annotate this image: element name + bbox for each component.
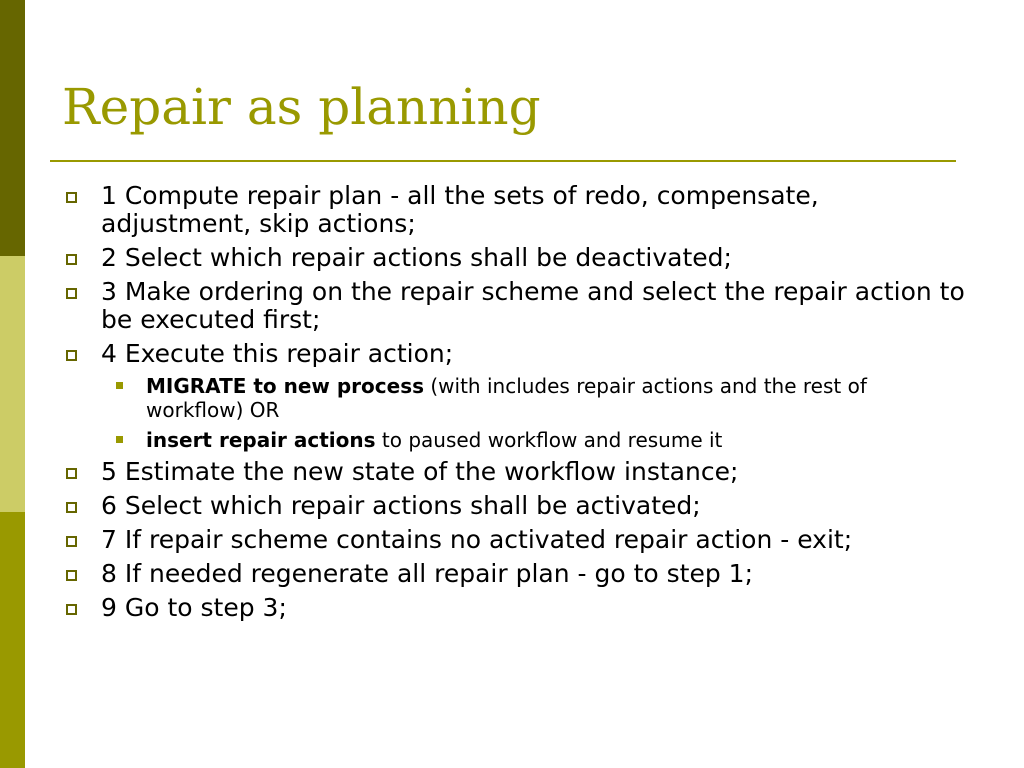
list-item-text: 2 Select which repair actions shall be deactivated; bbox=[101, 243, 732, 272]
list-item bbox=[0, 594, 1024, 622]
hollow-square-bullet-icon bbox=[66, 536, 77, 547]
bullet-list bbox=[0, 182, 1024, 628]
slide-title: Repair as planning bbox=[62, 78, 541, 136]
hollow-square-bullet-icon bbox=[66, 192, 77, 203]
list-item-text: 7 If repair scheme contains no activated repair action - exit; bbox=[101, 525, 853, 554]
hollow-square-bullet-icon bbox=[66, 350, 77, 361]
list-item-text: 5 Estimate the new state of the workflow instance; bbox=[101, 457, 739, 486]
list-item bbox=[0, 458, 1024, 486]
sub-item-text: (with includes repair actions and the rest of workflow) OR bbox=[146, 374, 867, 422]
title-underline bbox=[50, 160, 956, 162]
sub-item-bold-text: MIGRATE to new process bbox=[146, 374, 425, 398]
list-item bbox=[0, 278, 1024, 334]
sub-list-item bbox=[0, 374, 1024, 422]
sub-item-bold-text: insert repair actions bbox=[146, 428, 376, 452]
list-item-text: 9 Go to step 3; bbox=[101, 593, 287, 622]
hollow-square-bullet-icon bbox=[66, 254, 77, 265]
list-item bbox=[0, 244, 1024, 272]
list-item-text: 8 If needed regenerate all repair plan - go to step 1; bbox=[101, 559, 753, 588]
list-item-text: 4 Execute this repair action; bbox=[101, 339, 454, 368]
list-item-text: 3 Make ordering on the repair scheme and select the repair action to be executed first; bbox=[101, 277, 965, 334]
hollow-square-bullet-icon bbox=[66, 604, 77, 615]
list-item bbox=[0, 340, 1024, 368]
filled-square-bullet-icon bbox=[116, 436, 123, 443]
list-item bbox=[0, 182, 1024, 238]
sub-list-item bbox=[0, 428, 1024, 452]
hollow-square-bullet-icon bbox=[66, 288, 77, 299]
sub-item-text: to paused workflow and resume it bbox=[375, 428, 723, 452]
hollow-square-bullet-icon bbox=[66, 502, 77, 513]
list-item-text: 1 Compute repair plan - all the sets of redo, compensate, adjustment, skip actions; bbox=[101, 181, 819, 238]
list-item bbox=[0, 526, 1024, 554]
list-item-text: 6 Select which repair actions shall be activated; bbox=[101, 491, 701, 520]
list-item bbox=[0, 560, 1024, 588]
hollow-square-bullet-icon bbox=[66, 468, 77, 479]
list-item bbox=[0, 492, 1024, 520]
sub-bullet-list bbox=[0, 374, 1024, 452]
filled-square-bullet-icon bbox=[116, 382, 123, 389]
hollow-square-bullet-icon bbox=[66, 570, 77, 581]
